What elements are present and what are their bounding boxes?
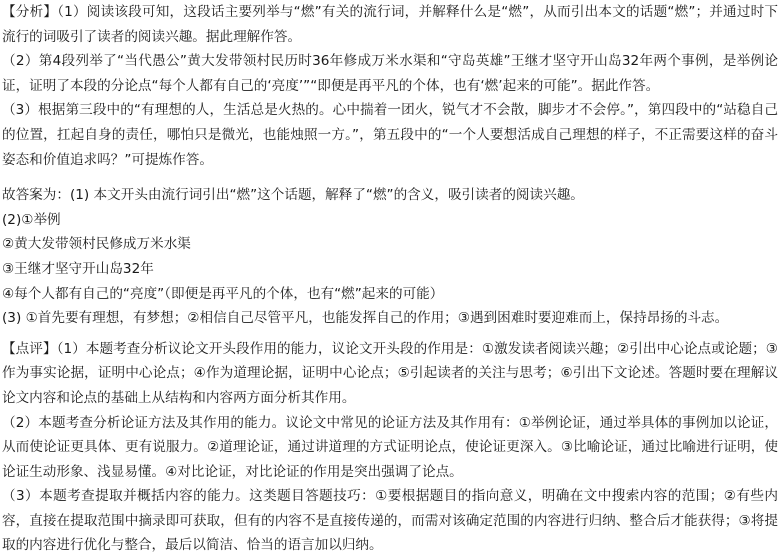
answer-item-1: (2)①举例 — [2, 211, 61, 228]
section-spacer — [2, 172, 778, 183]
analysis-paragraph-1: 【分析】（1）阅读该段可知，这段话主要列举与“燃”有关的流行词，并解释什么是“燃”，从而引出本文的话题“燃”；并通过时下流行的词吸引了读者的阅读兴趣。据此理解作答。 — [2, 4, 778, 45]
document-body — [2, 0, 778, 556]
analysis-paragraph-3: （3）根据第三段中的“有理想的人，生活总是火热的。心中揣着一团火，锐气才不会散，脚步才不会停。”，第四段中的“站稳自己的位置，扛起自身的责任，哪怕只是微光，也能烛照一方。”，第五段中的“一个人要想活成自己理想的样子，不正需要这样的奋斗姿态和价值追求吗？”可提炼作答。 — [2, 102, 778, 168]
answer-item-2: ②黄大发带领村民修成万米水渠 — [2, 236, 191, 253]
comment-paragraph-2: （2）本题考查分析论证方法及其作用的能力。议论文中常见的论证方法及其作用有：①举例论证，通过举具体的事例加以论证，从而使论证更具体、更有说服力。②道理论证，通过讲道理的方式证明论点，使论证更深入。③比喻论证，通过比喻进行证明，使论证生动形象、浅显易懂。④对比论证，对比论证的作用是突出强调了论点。 — [2, 414, 778, 480]
comment-paragraph-3: （3）本题考查提取并概括内容的能力。这类题目答题技巧：①要根据题目的指向意义，明确在文中搜索内容的范围；②有些内容，直接在提取范围中摘录即可获取，但有的内容不是直接传递的，而需对该确定范围的内容进行归纳、整合后才能获得；③将提取的内容进行优化与整合，最后以简洁、恰当的语言加以归纳。 — [2, 488, 778, 554]
answer-intro: 故答案为：(1) 本文开头由流行词引出“燃”这个话题，解释了“燃”的含义，吸引读者的阅读兴趣。 — [2, 187, 584, 204]
analysis-paragraph-2: （2）第4段列举了“当代愚公”黄大发带领村民历时36年修成万米水渠和“守岛英雄”王继才坚守开山岛32年两个事例，是举例论证，证明了本段的分论点“每个人都有自己的‘亮度’”“即便是再平凡的个体，也有‘燃’起来的可能”。据此作答。 — [2, 53, 778, 94]
comment-paragraph-1: 【点评】（1）本题考查分析议论文开头段作用的能力，议论文开头段的作用是：①激发读者阅读兴趣；②引出中心论点或论题；③作为事实论据，证明中心论点；④作为道理论据，证明中心论点；⑤引起读者的关注与思考；⑥引出下文论述。答题时要在理解议论文内容和论点的基础上从结构和内容两方面分析其作用。 — [2, 340, 778, 406]
answer-item-5: (3) ①首先要有理想，有梦想；②相信自己尽管平凡，也能发挥自己的作用；③遇到困难时要迎难而上，保持昂扬的斗志。 — [2, 310, 729, 327]
answer-item-3: ③王继才坚守开山岛32年 — [2, 260, 154, 277]
answer-item-4: ④每个人都有自己的“亮度”（即便是再平凡的个体，也有“燃”起来的可能） — [2, 285, 444, 302]
